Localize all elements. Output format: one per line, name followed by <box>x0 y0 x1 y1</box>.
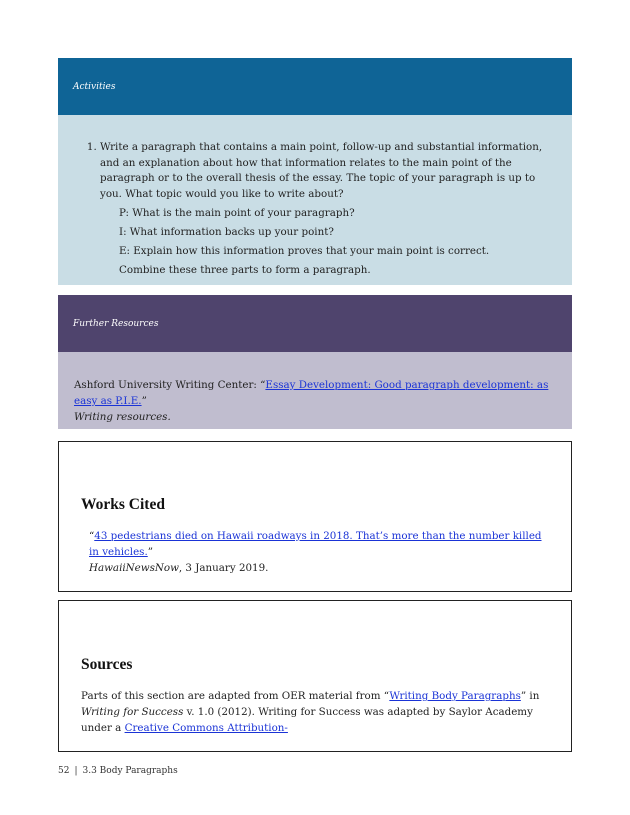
further-resources-body <box>58 352 572 429</box>
resource-prefix: Ashford University Writing Center: “ <box>74 379 266 391</box>
works-cited-date: , 3 January 2019. <box>178 562 269 574</box>
works-cited-close-quote: ” <box>147 546 154 558</box>
further-resources-box <box>58 295 572 429</box>
resource-suffix: ” <box>141 395 147 407</box>
footer-separator: | <box>74 766 78 776</box>
resource-source: Writing resources. <box>74 411 171 423</box>
sources-box <box>58 600 572 752</box>
sources-text <box>81 688 549 736</box>
activities-list <box>86 140 548 279</box>
footer-section: 3.3 Body Paragraphs <box>82 766 178 776</box>
works-cited-publication: HawaiiNewsNow <box>89 562 179 574</box>
activity-sub-item-e: E: Explain how this information proves that your main point is correct. <box>119 245 490 258</box>
activity-sub-item-combine: Combine these three parts to form a paragraph. <box>119 264 371 277</box>
page-number: 52 <box>58 766 70 776</box>
sources-text-3: v. 1.0 (2012). Writing for Success was adapted by Saylor Academy under a <box>81 706 533 734</box>
activity-sub-item-p: P: What is the main point of your paragraph? <box>119 207 355 220</box>
sources-link-creative-commons[interactable]: Creative Commons Attribution- <box>124 722 288 734</box>
further-resources-header <box>58 295 572 352</box>
sources-link-writing-body-paragraphs[interactable]: Writing Body Paragraphs <box>389 690 521 702</box>
activities-body <box>58 115 572 285</box>
works-cited-open-quote: “ <box>89 530 95 542</box>
resource-link[interactable]: Essay Development: Good paragraph development: as easy as P.I.E. <box>74 379 549 407</box>
activities-header <box>58 58 572 115</box>
sources-text-2: ” in <box>520 690 540 702</box>
activities-box <box>58 58 572 285</box>
sources-title: Sources <box>81 656 133 673</box>
works-cited-box <box>58 441 572 592</box>
further-resources-header-label: Further Resources <box>73 318 159 329</box>
sources-book-title: Writing for Success <box>81 706 184 718</box>
activity-item-text: Write a paragraph that contains a main point, follow-up and substantial information, and an explanation about how that information relates to the main point of the paragraph or to the overall thesis of the essay. The topic of your paragraph is up to you. What topic would you like to write about? <box>100 141 543 200</box>
activity-sub-items <box>100 206 548 278</box>
sources-text-1: Parts of this section are adapted from OER material from “ <box>81 690 390 702</box>
works-cited-title: Works Cited <box>81 496 165 513</box>
page-footer <box>58 766 178 776</box>
works-cited-entry <box>81 528 549 576</box>
activity-item <box>100 140 548 279</box>
activity-sub-item-i: I: What information backs up your point? <box>119 226 334 239</box>
works-cited-link[interactable]: 43 pedestrians died on Hawaii roadways in 2018. That’s more than the number killed in vehicles. <box>89 530 542 558</box>
activities-header-label: Activities <box>73 81 116 92</box>
